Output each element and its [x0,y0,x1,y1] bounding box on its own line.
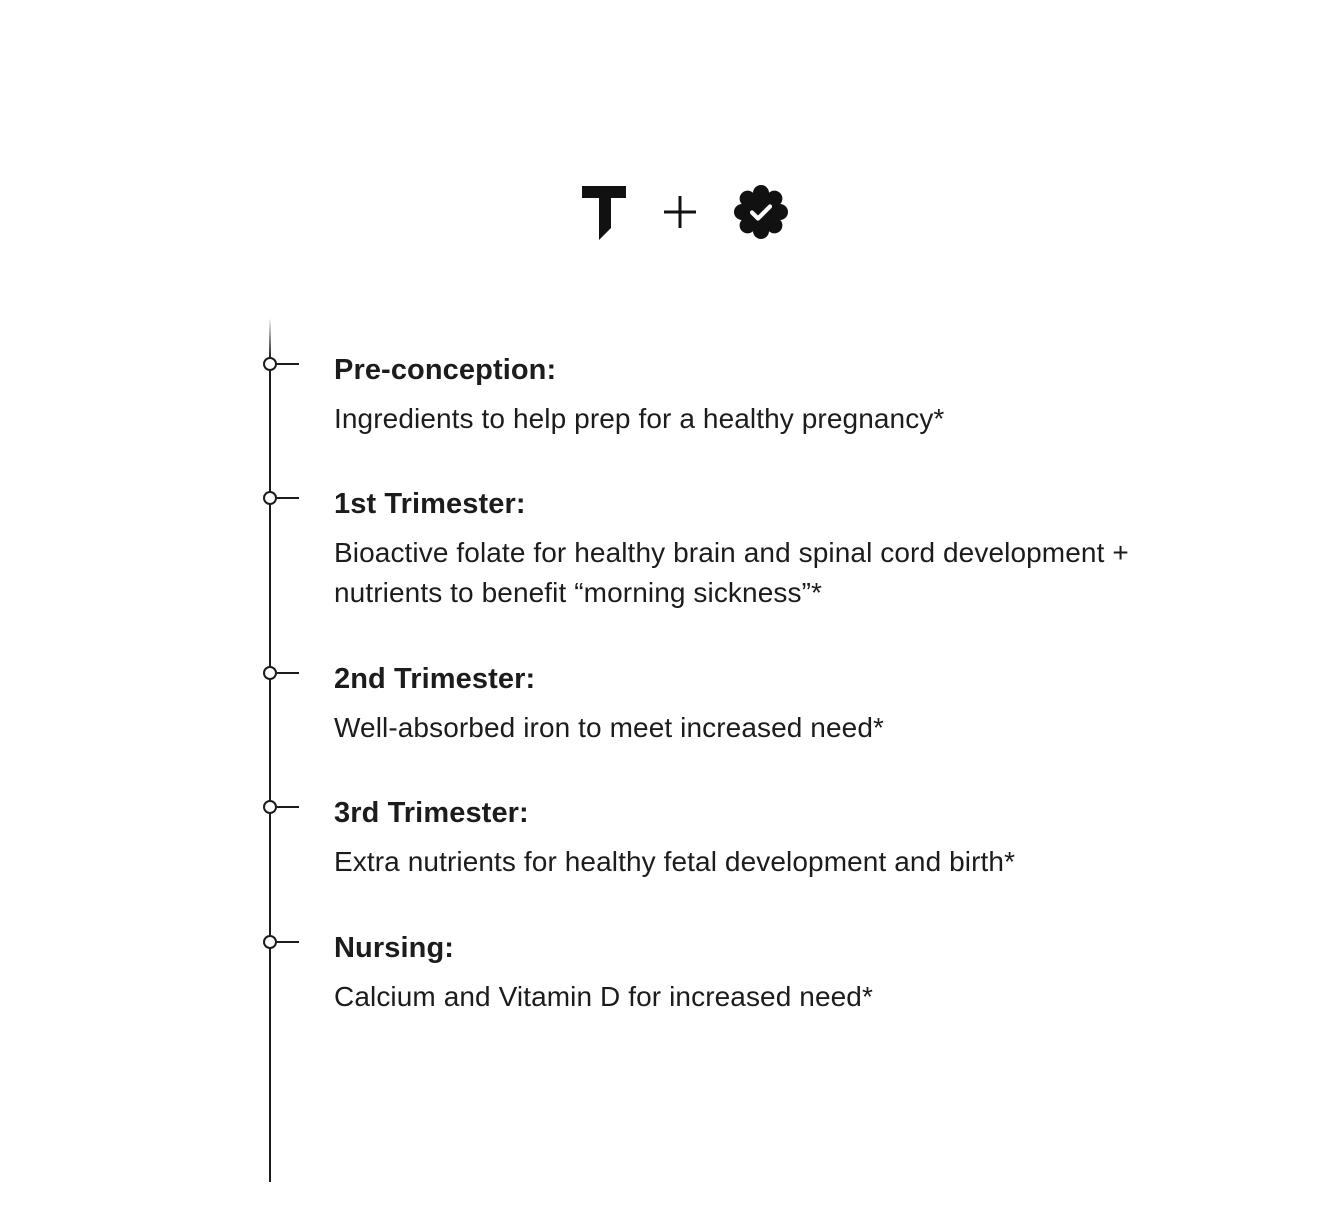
timeline-node-icon [262,934,302,950]
brand-header [0,180,1340,244]
stage-title: 1st Trimester: [334,488,526,520]
stage-description: Ingredients to help prep for a healthy pregnancy* [334,403,945,434]
stage-title: Nursing: [334,932,455,964]
stage-description: Bioactive folate for healthy brain and spinal cord development + nutrients to benefit “morning sickness”* [334,537,1129,608]
plus-icon [662,194,698,230]
stage-title: Pre-conception: [334,354,557,386]
timeline-node-icon [262,799,302,815]
stage-description: Well-absorbed iron to meet increased need* [334,712,884,743]
t-logo-icon [580,184,628,240]
verified-check-badge-icon [733,184,789,240]
stage-description: Calcium and Vitamin D for increased need* [334,981,873,1012]
stage-description: Extra nutrients for healthy fetal development and birth* [334,846,1016,877]
timeline-node-icon [262,665,302,681]
stage-title: 3rd Trimester: [334,797,529,829]
timeline-line [269,318,271,1182]
timeline-node-icon [262,356,302,372]
timeline-node-icon [262,490,302,506]
stage-title: 2nd Trimester: [334,663,536,695]
